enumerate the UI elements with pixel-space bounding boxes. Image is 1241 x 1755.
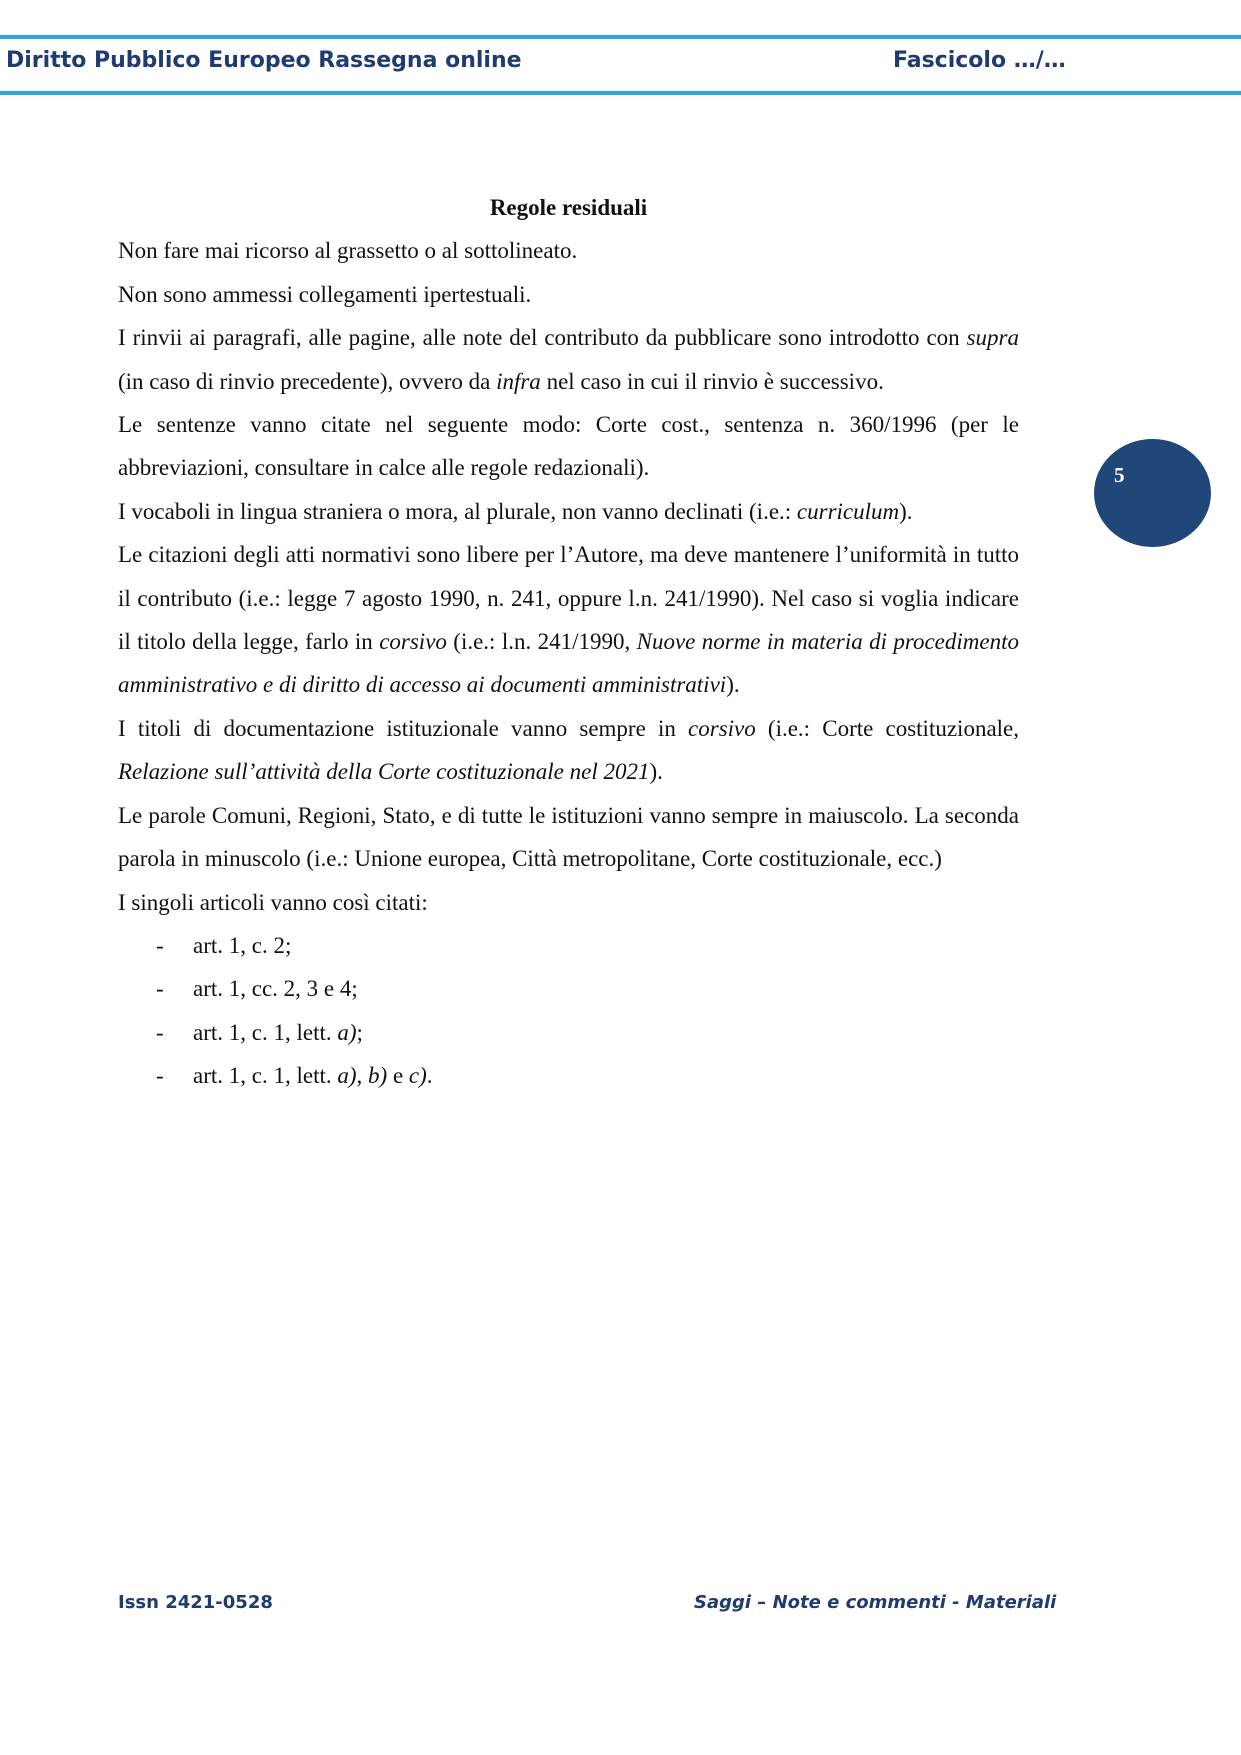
text-segment: I rinvii ai paragrafi, alle pagine, alle note del contributo da pubblicare sono introdotto con [118,325,967,351]
article-citation-list [118,924,1019,1098]
text-segment: . [426,1063,433,1089]
paragraph-article-citation-intro: I singoli articoli vanno così citati: [118,889,428,915]
text-segment: ). [899,498,913,524]
list-item [118,1054,1019,1097]
italic-term: infra [496,368,541,394]
text-segment: , [356,1063,369,1089]
text-segment: Le citazioni degli atti normativi sono libere per l’Autore, ma deve mantenere l’uniformità in tutto il contributo (i.e.: legge 7 agosto 1990, n. 241, oppure l.n. 241/1990). Nel caso si voglia indicare il titolo della legge, farlo in [118,542,1019,655]
text-segment: (i.e.: Corte costituzionale, [755,715,1019,741]
italic-term: curriculum [796,498,900,524]
paragraph-institutional-titles-rule [118,707,1019,794]
list-item [118,1011,1019,1054]
text-segment: nel caso in cui il rinvio è successivo. [540,368,884,394]
issue-label: Fascicolo …/… [893,48,1066,73]
header-rule-bottom [0,91,1241,95]
text-segment: ). [649,759,663,785]
text-segment: art. 1, cc. 2, 3 e 4; [193,976,358,1002]
italic-term: supra [966,325,1019,351]
paragraph-cross-reference-rule [118,316,1019,403]
text-segment: ; [356,1019,363,1045]
text-segment: (i.e.: l.n. 241/1990, [446,629,637,655]
italic-term: corsivo [688,715,756,741]
italic-letter: a) [337,1063,357,1089]
list-item [118,967,1019,1010]
paragraph-capitalization-rule: Le parole Comuni, Regioni, Stato, e di tutte le istituzioni vanno sempre in maiuscolo. La seconda parola in minuscolo (i.e.: Unione europea, Città metropolitane, Corte costituzionale, ecc.) [118,802,1019,872]
paragraph-foreign-words-rule [118,490,1019,533]
italic-term: corsivo [379,629,447,655]
text-segment: art. 1, c. 2; [193,932,292,958]
paragraph-judgment-citation-rule: Le sentenze vanno citate nel seguente modo: Corte cost., sentenza n. 360/1996 (per le abbreviazioni, consultare in calce alle regole redazionali). [118,412,1019,481]
italic-letter: b) [368,1063,388,1089]
italic-letter: c) [408,1063,427,1089]
footer-issn: Issn 2421-0528 [118,1592,273,1613]
text-segment: I vocaboli in lingua straniera o mora, al plurale, non vanno declinati (i.e.: [118,498,797,524]
page-number: 5 [1114,463,1125,487]
paragraph-hyperlink-rule: Non sono ammessi collegamenti ipertestuali. [118,281,532,307]
italic-law-title: Nuove norme in materia di procedimento amministrativo e di diritto di accesso ai documenti amministrativi [118,629,1019,698]
list-dash: - [156,932,164,958]
paragraph-normative-citation-rule [118,533,1019,707]
italic-document-title: Relazione sull’attività della Corte costituzionale nel 2021 [118,759,650,785]
text-segment: e [387,1063,409,1089]
paragraph-bold-rule: Non fare mai ricorso al grassetto o al sottolineato. [118,238,578,264]
list-dash: - [156,976,164,1002]
text-segment: I titoli di documentazione istituzionale vanno sempre in [118,715,689,741]
header-rule-top [0,35,1241,39]
footer-section-label: Saggi – Note e commenti - Materiali [694,1592,1057,1613]
section-title: Regole residuali [489,195,648,220]
page-number-badge [1094,439,1211,547]
italic-letter: a) [337,1019,357,1045]
list-item [118,924,1019,967]
article-body [118,186,1019,1098]
journal-title: Diritto Pubblico Europeo Rassegna online [6,48,522,73]
text-segment: art. 1, c. 1, lett. [193,1019,338,1045]
list-dash: - [156,1019,164,1045]
list-dash: - [156,1063,164,1089]
text-segment: (in caso di rinvio precedente), ovvero da [118,368,497,394]
text-segment: ). [726,672,740,698]
text-segment: art. 1, c. 1, lett. [193,1063,338,1089]
